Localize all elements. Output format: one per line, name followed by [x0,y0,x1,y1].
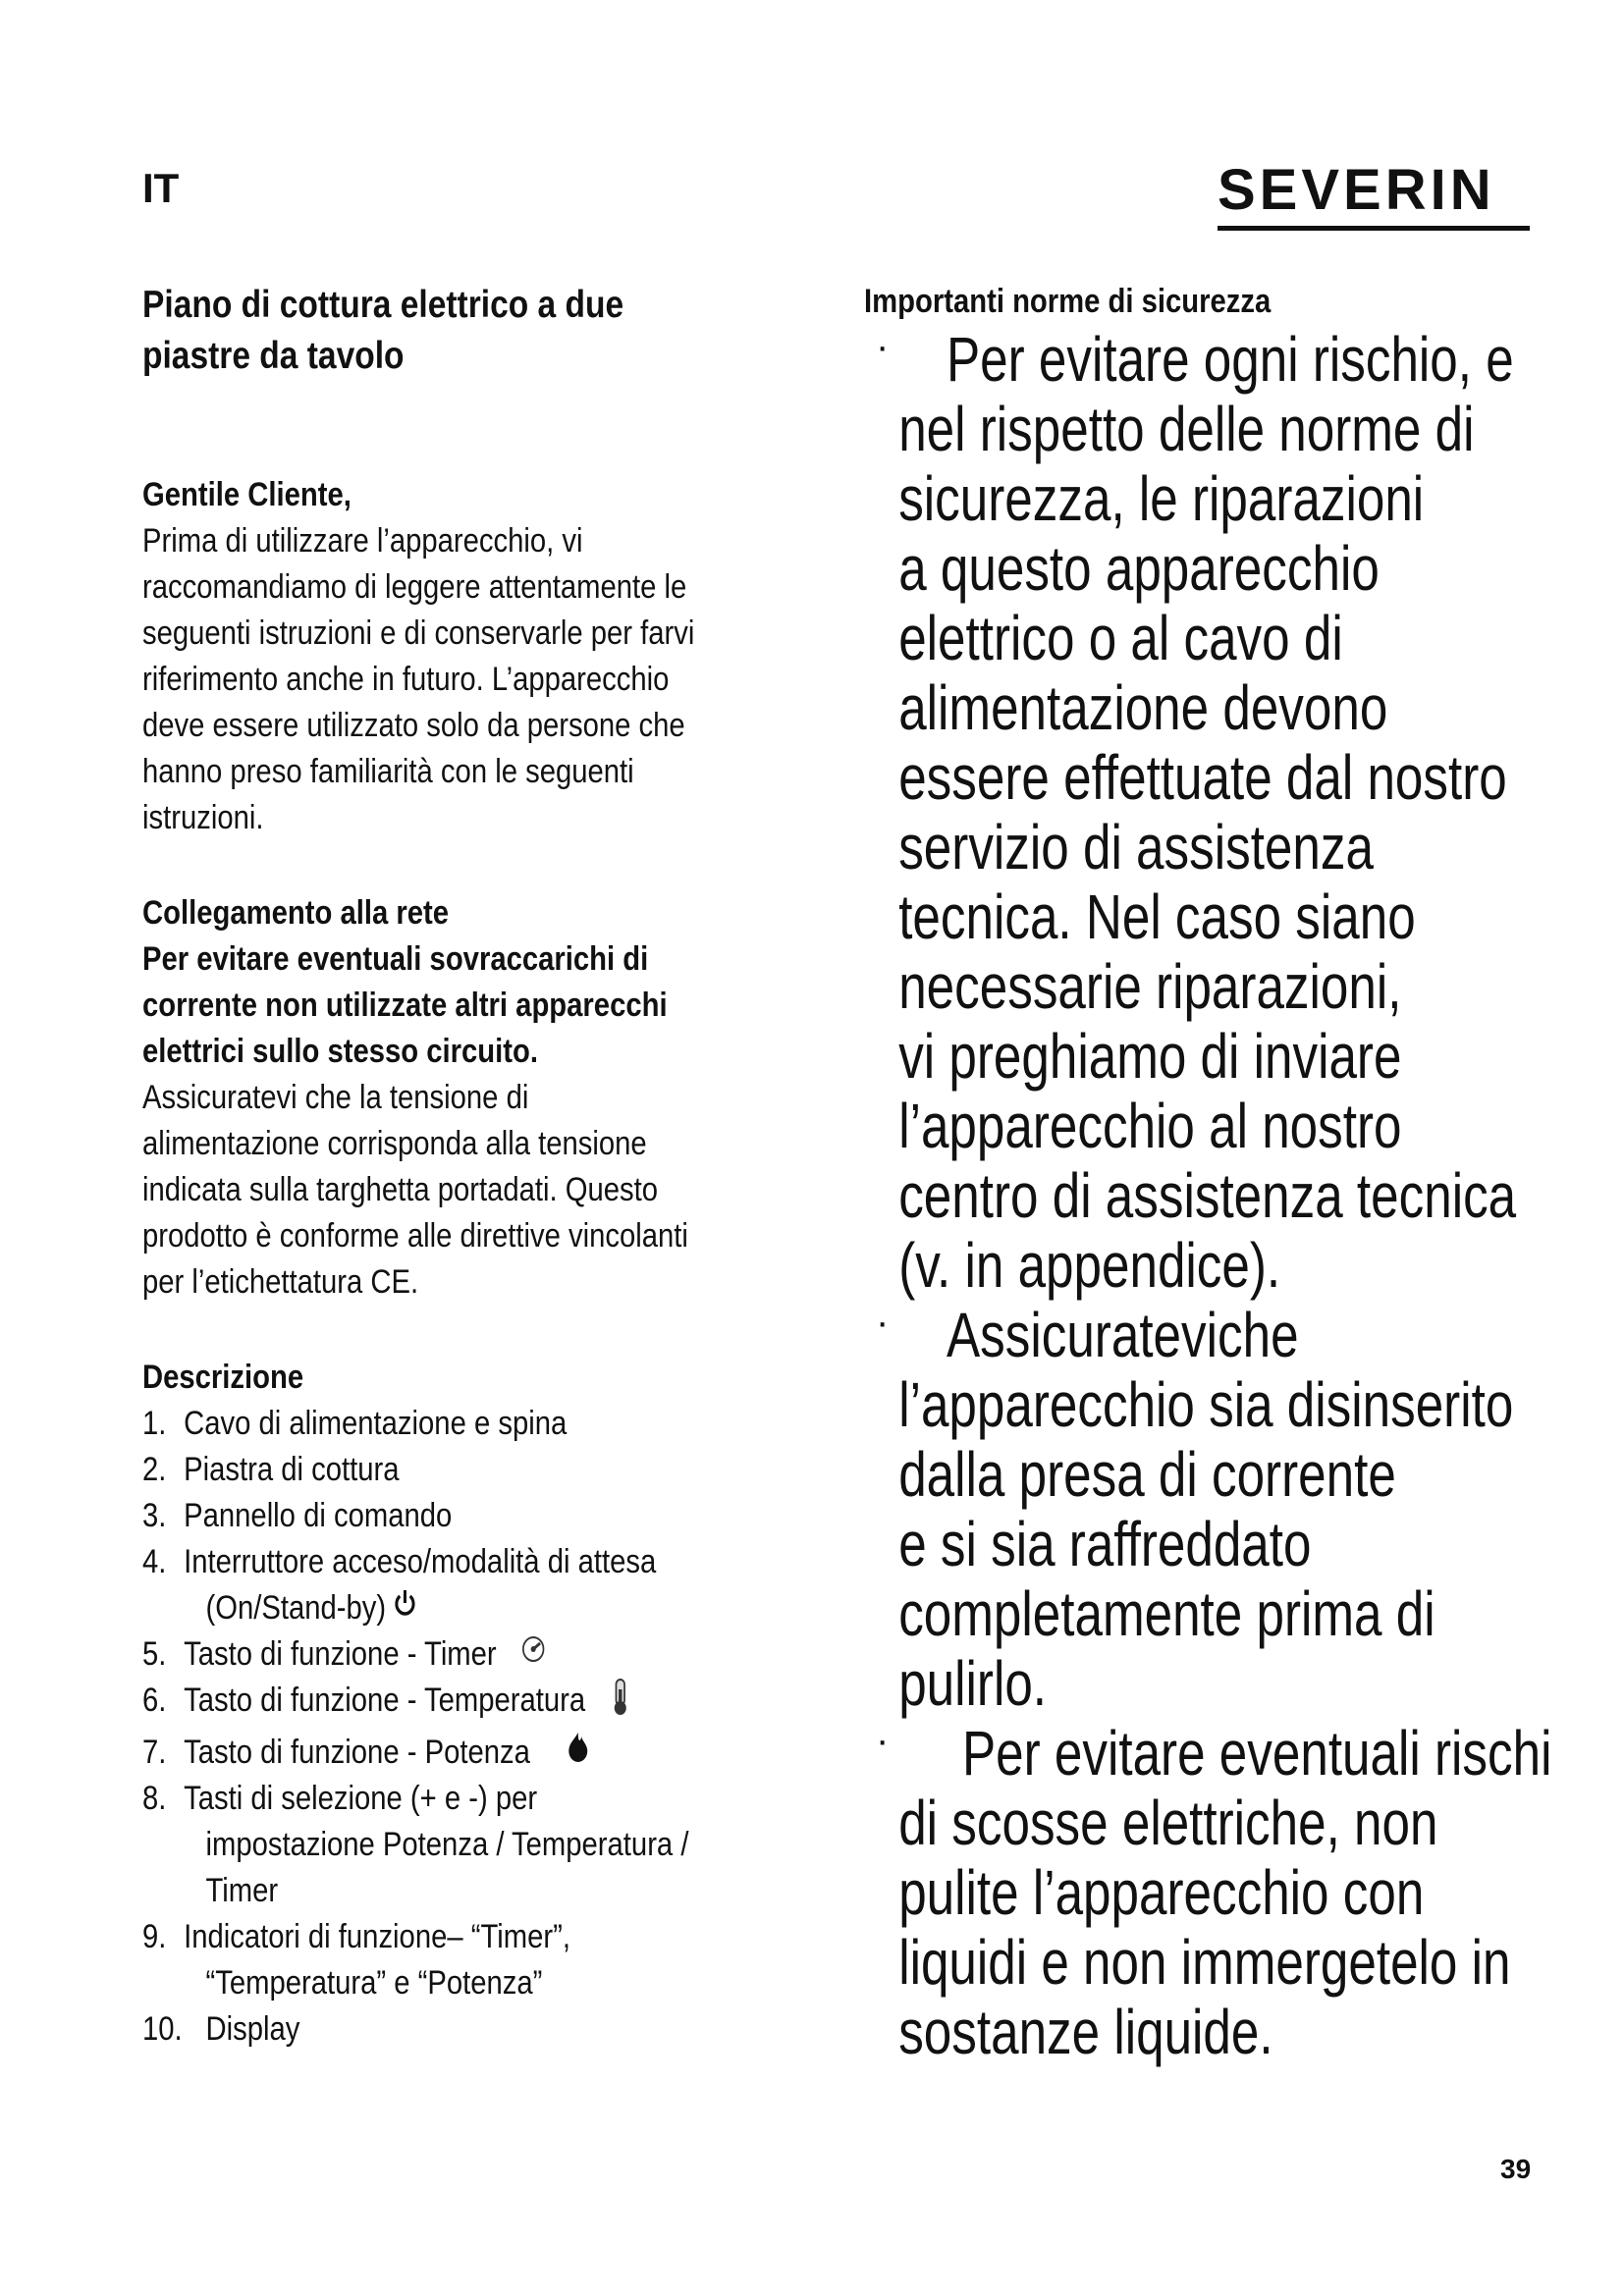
list-item-continuation [142,1822,733,1868]
page-number: 39 [1500,2154,1532,2184]
list-item [142,1447,733,1493]
bullet-line: di scosse elettriche, non [898,1788,1438,1858]
item-text: Tasto di funzione - Temperatura [184,1682,586,1719]
bullet-line: e si sia raffreddato [898,1509,1312,1579]
item-text: Tasto di funzione - Potenza [184,1734,530,1771]
item-number: 1. [142,1405,167,1442]
bullet-line: pulite l’apparecchio con [898,1857,1425,1928]
list-item [142,1678,733,1730]
item-text: Piastra di cottura [184,1451,400,1488]
item-text: Indicatori di funzione– “Timer”, [184,1918,570,1955]
item-text: “Temperatura” e “Potenza” [205,1964,543,2002]
safety-heading: Importanti norme di sicurezza [864,283,1272,320]
bullet-3 [864,1719,1591,1789]
flame-icon [564,1730,592,1776]
item-number: 7. [142,1734,167,1771]
bullet-1 [864,325,1591,395]
list-item [142,1914,733,1960]
item-text: Display [205,2010,300,2048]
item-number: 2. [142,1451,167,1488]
item-text: (On/Stand-by) [205,1589,387,1627]
bullet-line: Per evitare ogni rischio, e [947,324,1514,395]
item-number: 5. [142,1635,167,1673]
connection-line: indicata sulla targhetta portadati. Questo [142,1171,659,1208]
thermometer-icon [611,1678,629,1730]
page-title-line-2: piastre da tavolo [142,335,405,377]
description-heading: Descrizione [142,1359,304,1396]
bullet-line: necessarie riparazioni, [898,951,1402,1022]
list-item-continuation [142,1868,733,1914]
left-column [142,280,830,2053]
bullet-line: nel rispetto delle norme di [898,394,1475,464]
list-item [142,1401,733,1447]
bullet-line: sostanze liquide. [898,1997,1273,2067]
intro-line: istruzioni. [142,799,264,836]
bullet-2 [864,1301,1591,1370]
intro-line: deve essere utilizzato solo da persone che [142,707,685,744]
item-text: Timer [205,1872,279,1909]
intro-line: seguenti istruzioni e di conservarle per farvi [142,614,695,652]
list-item [142,1776,733,1822]
bullet-line: servizio di assistenza [898,812,1374,882]
brand-name: SEVERIN [1218,158,1495,222]
list-item-continuation [142,1960,733,2006]
bullet-line: completamente prima di [898,1578,1435,1649]
connection-heading: Collegamento alla rete [142,894,449,932]
item-text: Cavo di alimentazione e spina [184,1405,568,1442]
bullet-line: (v. in appendice). [898,1230,1281,1301]
intro-line: riferimento anche in futuro. L’apparecchio [142,661,670,698]
list-item-continuation [142,1585,733,1631]
bullet-marker: · [876,325,890,368]
list-item [142,2006,733,2053]
bullet-line: elettrico o al cavo di [898,603,1343,673]
list-item [142,1631,733,1678]
item-number: 3. [142,1497,167,1534]
bullet-line: alimentazione devono [898,672,1388,743]
item-text: Tasti di selezione (+ e -) per [184,1780,538,1817]
list-item [142,1539,733,1585]
item-number: 4. [142,1543,167,1580]
item-number: 8. [142,1780,167,1817]
page-title-line-1: Piano di cottura elettrico a due [142,284,624,326]
bullet-line: essere effettuate dal nostro [898,742,1507,813]
bullet-marker: · [876,1301,890,1344]
bullet-line: pulirlo. [898,1648,1048,1719]
bullet-line: Per evitare eventuali rischi [962,1718,1552,1789]
connection-warning-line: elettrici sullo stesso circuito. [142,1033,539,1070]
timer-icon [520,1631,548,1678]
brand-underline [1218,226,1530,231]
intro-line: Prima di utilizzare l’apparecchio, vi [142,522,583,560]
bullet-line: Assicurateviche [947,1300,1299,1370]
connection-warning-line: corrente non utilizzate altri apparecchi [142,987,668,1024]
connection-line: prodotto è conforme alle direttive vincolanti [142,1217,688,1255]
description-list [142,1401,830,2053]
bullet-line: liquidi e non immergetelo in [898,1927,1511,1998]
list-item [142,1493,733,1539]
brand-logo [1218,159,1530,231]
item-text: Interruttore acceso/modalità di attesa [184,1543,657,1580]
bullet-line: vi preghiamo di inviare [898,1021,1402,1092]
bullet-line: centro di assistenza tecnica [898,1160,1517,1231]
connection-warning-line: Per evitare eventuali sovraccarichi di [142,940,649,978]
list-item [142,1730,733,1776]
bullet-line: l’apparecchio al nostro [898,1091,1402,1161]
item-text: impostazione Potenza / Temperatura / [205,1826,689,1863]
bullet-line: sicurezza, le riparazioni [898,463,1425,534]
item-text: Pannello di comando [184,1497,453,1534]
bullet-line: dalla presa di corrente [898,1439,1396,1510]
language-code: IT [142,165,180,211]
bullet-line: a questo apparecchio [898,533,1380,604]
power-icon [393,1585,416,1631]
bullet-line: l’apparecchio sia disinserito [898,1369,1514,1440]
bullet-line: tecnica. Nel caso siano [898,881,1416,952]
item-text: Tasto di funzione - Timer [184,1635,497,1673]
item-number: 9. [142,1918,167,1955]
right-column [864,280,1591,2067]
intro-line: hanno preso familiarità con le seguenti [142,753,634,790]
intro-line: raccomandiamo di leggere attentamente le [142,568,687,606]
item-number: 10. [142,2010,183,2048]
bullet-marker: · [876,1719,890,1762]
connection-line: alimentazione corrisponda alla tensione [142,1125,647,1162]
connection-line: Assicuratevi che la tensione di [142,1079,529,1116]
item-number: 6. [142,1682,167,1719]
connection-line: per l’etichettatura CE. [142,1263,419,1301]
greeting-heading: Gentile Cliente, [142,476,352,513]
